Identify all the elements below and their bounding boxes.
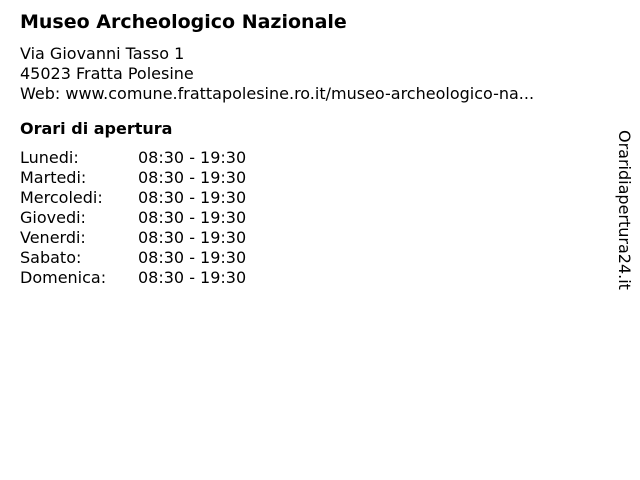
website-link[interactable]: Web: www.comune.frattapolesine.ro.it/museo-archeologico-na...	[20, 84, 535, 103]
hours-row-thursday	[20, 208, 600, 228]
hours-row-tuesday	[20, 168, 600, 188]
day-label: Sabato:	[20, 248, 82, 267]
site-brand-vertical: Oraridiapertura24.it	[615, 130, 634, 290]
address-street: Via Giovanni Tasso 1	[20, 44, 185, 63]
day-label: Mercoledi:	[20, 188, 103, 207]
hours-value: 08:30 - 19:30	[138, 148, 247, 167]
museum-info	[20, 8, 600, 288]
hours-value: 08:30 - 19:30	[138, 188, 247, 207]
hours-value: 08:30 - 19:30	[138, 208, 247, 227]
hours-row-monday	[20, 148, 600, 168]
hours-row-saturday	[20, 248, 600, 268]
day-label: Venerdi:	[20, 228, 86, 247]
opening-hours-title: Orari di apertura	[20, 119, 173, 138]
hours-row-friday	[20, 228, 600, 248]
day-label: Lunedi:	[20, 148, 79, 167]
museum-name: Museo Archeologico Nazionale	[20, 11, 347, 33]
hours-row-wednesday	[20, 188, 600, 208]
day-label: Domenica:	[20, 268, 107, 287]
hours-value: 08:30 - 19:30	[138, 228, 247, 247]
hours-value: 08:30 - 19:30	[138, 248, 247, 267]
hours-value: 08:30 - 19:30	[138, 268, 247, 287]
opening-hours-list	[20, 148, 600, 288]
address-city: 45023 Fratta Polesine	[20, 64, 194, 83]
hours-row-sunday	[20, 268, 600, 288]
day-label: Giovedi:	[20, 208, 86, 227]
day-label: Martedi:	[20, 168, 87, 187]
hours-value: 08:30 - 19:30	[138, 168, 247, 187]
